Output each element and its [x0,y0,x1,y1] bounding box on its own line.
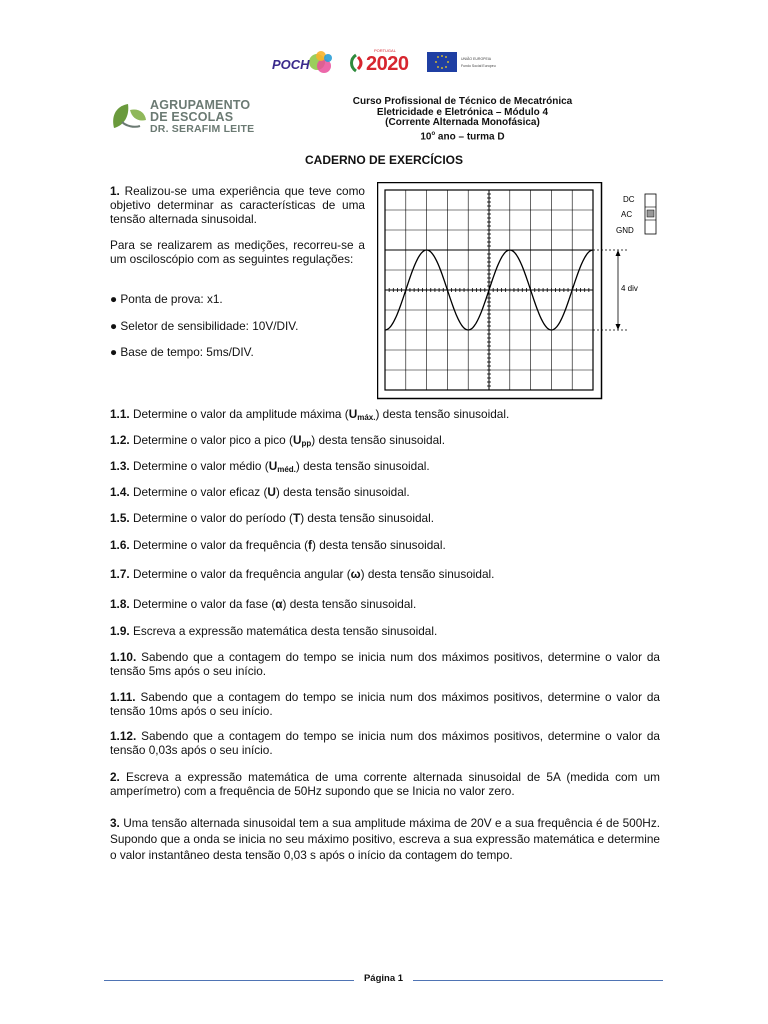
footer-rule-right [413,980,663,981]
module-name: Eletricidade e Eletrónica – Módulo 4 [376,106,549,118]
eu-line1: UNIÃO EUROPEIA [461,57,492,61]
question-1-5: 1.5. Determine o valor do período (T) desta tensão sinusoidal. [110,511,434,525]
coupling-gnd-label: GND [616,226,634,235]
eu-logo [427,52,507,74]
question-1-8: 1.8. Determine o valor da fase (α) desta tensão sinusoidal. [110,597,417,611]
eu-flag-icon [427,52,457,72]
question-1-3: 1.3. Determine o valor médio $(U_{méd.})$ desta tensão sinusoidal. [110,459,430,474]
page-title: CADERNO DE EXERCÍCIOS [304,153,464,167]
class-year: 10$^o$ ano – turma D [420,130,505,142]
question-1-11: 1.11. Sabendo que a contagem do tempo se inicia num dos máximos positivos, determine o valor da tensão 10ms após o seu início. [110,690,660,718]
q1-bullet-probe: ● Ponta de prova: x1. [110,292,223,306]
question-1-6: 1.6. Determine o valor da frequência (f) desta tensão sinusoidal. [110,538,446,552]
question-1-2: 1.2. Determine o valor pico a pico $(U_{pp})$ desta tensão sinusoidal. [110,433,446,448]
question-1-1: 1.1. Determine o valor da amplitude máxima $(U_{máx.})$ desta tensão sinusoidal. [110,407,510,422]
module-topic: (Corrente Alternada Monofásica) [385,117,540,128]
course-header [320,97,605,142]
eu-line2: Fundo Social Europeu [461,64,496,68]
question-1-7: 1.7. Determine o valor da frequência angular (ω) desta tensão sinusoidal. [110,567,495,581]
question-1-12: 1.12. Sabendo que a contagem do tempo se inicia num dos máximos positivos, determine o valor da tensão 0,03s após o seu início. [110,729,660,757]
question-1-9: 1.9. Escreva a expressão matemática desta tensão sinusoidal. [110,624,438,638]
page-number: Página 1 [363,973,404,984]
poch-logo [270,48,340,78]
arrow-up-icon [616,250,621,256]
coupling-dc-label: DC [623,195,635,204]
portugal2020-text: 2020 [366,53,409,75]
q1-bullet-sensitivity: ● Seletor de sensibilidade: 10V/DIV. [110,319,299,333]
school-logo [108,98,258,136]
leaf-icon [108,100,148,134]
school-line1: AGRUPAMENTO [150,98,251,112]
portugal-label: PORTUGAL [374,48,396,53]
portugal2020-logo [348,47,418,77]
question-3: 3. Uma tensão alternada sinusoidal tem a sua amplitude máxima de 20V e a sua frequência é de 500Hz. Supondo que a onda se inicia no seu máximo positivo, escreva a sua expressão matemática e determine o valor instantâneo desta tensão 0,03 s após o início da contagem do tempo. [110,816,660,862]
q1-intro: 1. Realizou-se uma experiência que teve como objetivo determinar as características de uma tensão alternada sinusoidal. [110,184,365,226]
school-line2: DE ESCOLAS [150,110,234,124]
oscilloscope-svg [377,182,667,402]
question-1-4: 1.4. Determine o valor eficaz (U) desta tensão sinusoidal. [110,485,410,499]
funding-logos [270,44,510,80]
coupling-ac-label: AC [621,210,633,219]
q1-bullet-timebase: ● Base de tempo: 5ms/DIV. [110,345,254,359]
footer-rule-left [104,980,354,981]
course-name: Curso Profissional de Técnico de Mecatrónica [352,96,573,107]
oscilloscope-diagram [377,182,667,407]
poch-text: POCH [272,57,310,72]
coupling-switch-knob [647,210,654,217]
question-1-10: 1.10. Sabendo que a contagem do tempo se inicia num dos máximos positivos, determine o valor da tensão 5ms após o seu início. [110,650,660,678]
question-2: 2. Escreva a expressão matemática de uma corrente alternada sinusoidal de 5A (medida com um amperímetro) com a frequência de 50Hz supondo que se Inicia no valor zero. [110,770,660,798]
school-line3: DR. SERAFIM LEITE [150,123,255,135]
arrow-down-icon [616,324,621,330]
q1-setup: Para se realizarem as medições, recorreu-se a um osciloscópio com as seguintes regulações: [110,238,365,266]
div-label: 4 div [621,284,638,293]
